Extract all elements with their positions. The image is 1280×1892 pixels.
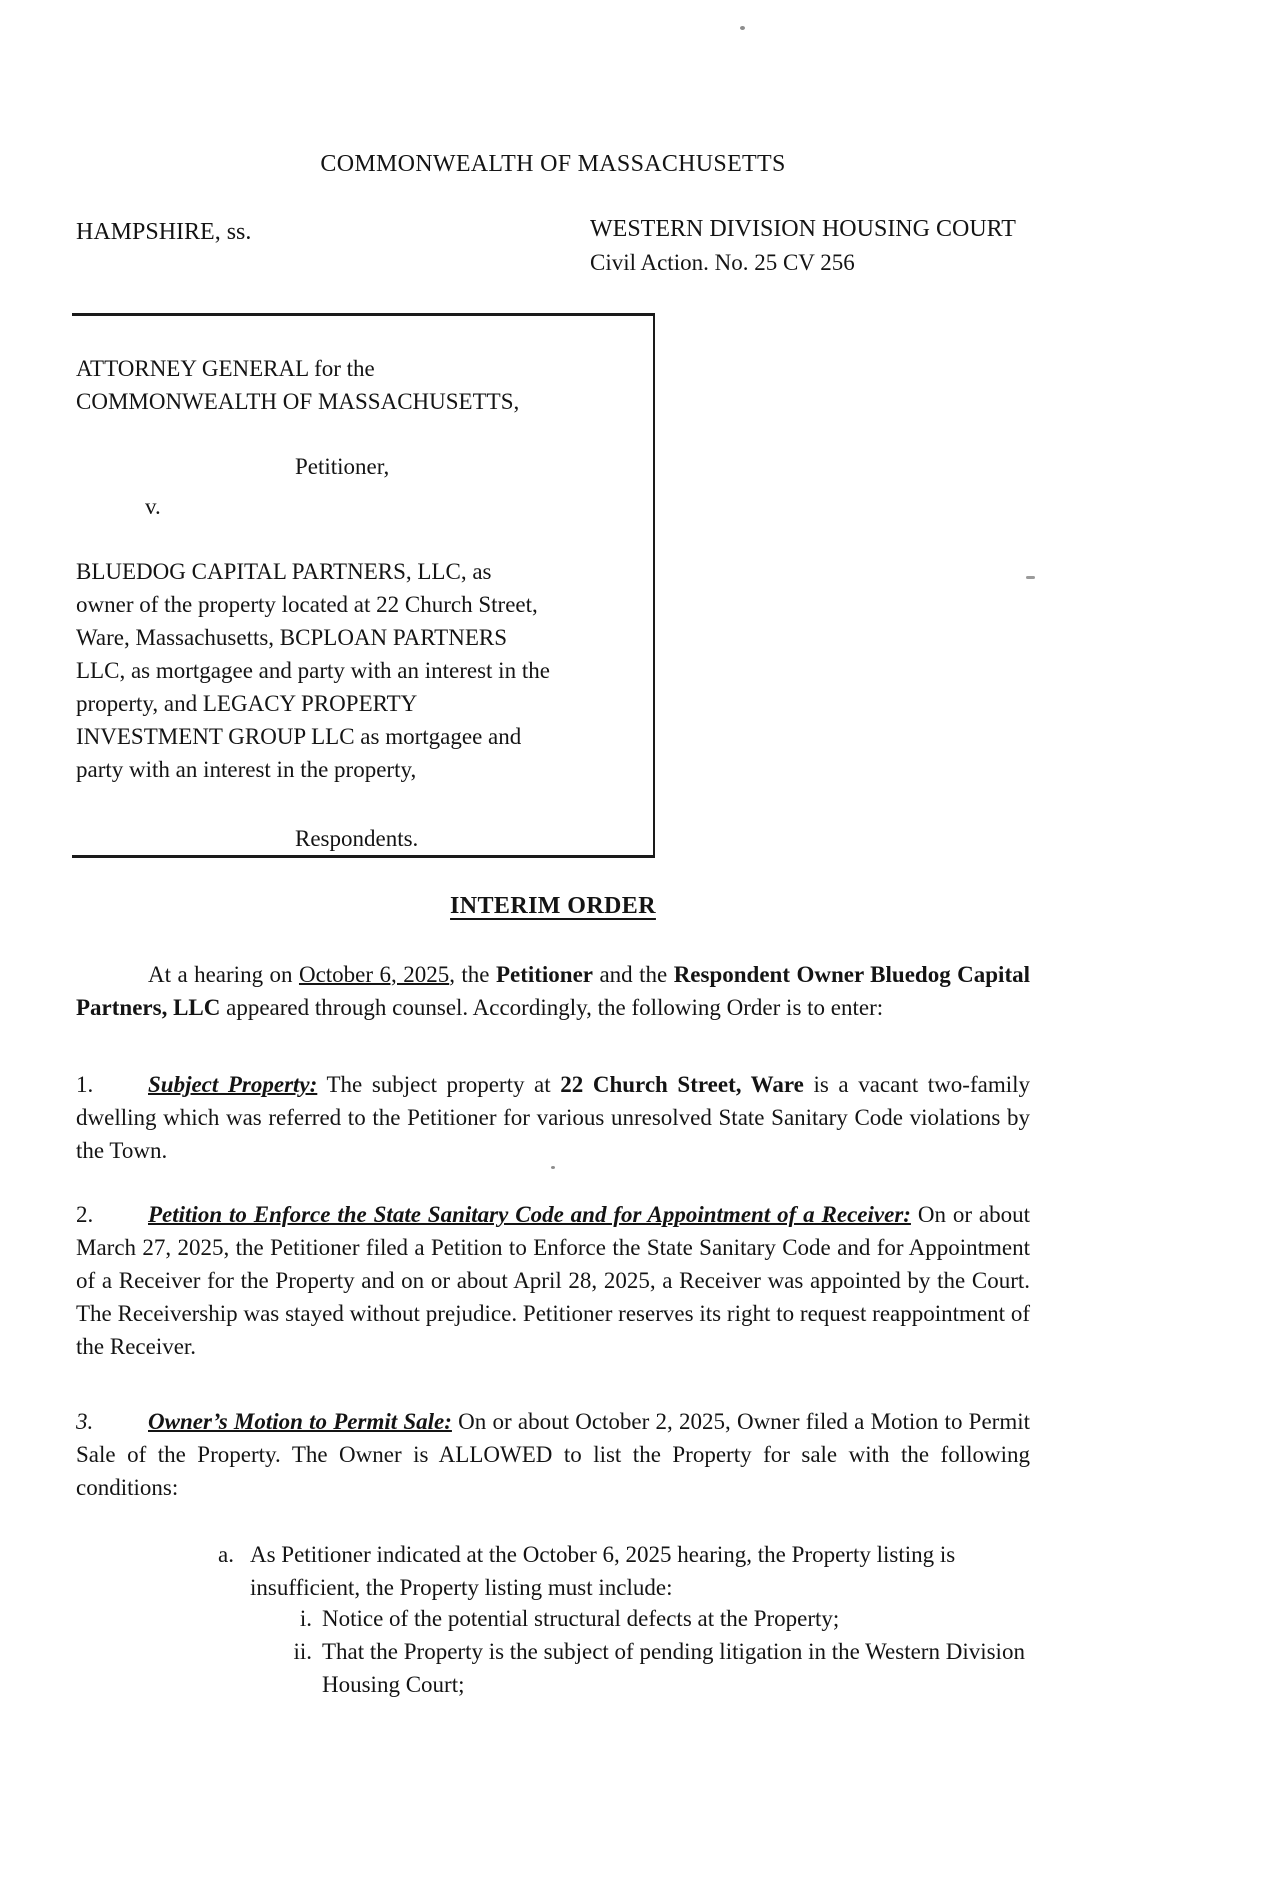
condition-i-marker: i. — [299, 1606, 312, 1631]
court-header-block — [590, 212, 1016, 280]
paragraph-1-text: Subject Property: The subject property at 22 Church Street, Ware is a vacant two-family dwelling which was referred to the Petitioner for various unresolved State Sanitary Code violations by the Town. — [76, 1072, 1031, 1163]
condition-a-text: As Petitioner indicated at the October 6, 2025 hearing, the Property listing is insufficient, the Property listing must include: — [250, 1542, 956, 1600]
paragraph-3-number: 3. — [76, 1409, 94, 1434]
commonwealth-heading: COMMONWEALTH OF MASSACHUSETTS — [320, 151, 786, 177]
docket-number: Civil Action. No. 25 CV 256 — [590, 250, 855, 275]
respondent-line: Ware, Massachusetts, BCPLOAN PARTNERS — [76, 625, 508, 650]
paragraph-2-text: Petition to Enforce the State Sanitary Code and for Appointment of a Receiver: On or about March 27, 2025, the Petitioner filed a Petition to Enforce the State Sanitary Code and for Appointment of a Receiver for the Property and on or about April 28, 2025, a Receiver was appointed by the Court. The Receivership was stayed without prejudice. Petitioner reserves its right to request reappointment of the Receiver. — [76, 1202, 1030, 1359]
respondents-description — [76, 555, 645, 786]
condition-ii-text: That the Property is the subject of pending litigation in the Western Division Housing Court; — [322, 1639, 1025, 1697]
respondent-line: LLC, as mortgagee and party with an interest in the — [76, 658, 550, 683]
condition-ii-marker: ii. — [293, 1639, 312, 1664]
respondent-line: party with an interest in the property, — [76, 757, 417, 782]
condition-i-text: Notice of the potential structural defects at the Property; — [322, 1606, 840, 1631]
respondent-line: INVESTMENT GROUP LLC as mortgagee and — [76, 724, 522, 749]
petitioner-name-line: ATTORNEY GENERAL for the — [76, 356, 375, 381]
paragraph-2-number: 2. — [76, 1202, 94, 1227]
paragraph-2 — [76, 1198, 1030, 1363]
paragraph-3 — [76, 1405, 1030, 1504]
order-title-text: INTERIM ORDER — [450, 893, 656, 919]
versus-label: v. — [145, 494, 161, 519]
court-name: WESTERN DIVISION HOUSING COURT — [590, 216, 1016, 242]
respondent-line: property, and LEGACY PROPERTY — [76, 691, 418, 716]
scan-speck — [740, 26, 745, 30]
condition-ii — [293, 1635, 1028, 1701]
case-caption-box — [72, 313, 655, 858]
condition-a — [218, 1538, 1030, 1604]
paragraph-1-number: 1. — [76, 1072, 94, 1097]
respondent-line: BLUEDOG CAPITAL PARTNERS, LLC, as — [76, 559, 492, 584]
county-label: HAMPSHIRE, ss. — [76, 219, 252, 245]
petitioner-role-label: Petitioner, — [295, 454, 390, 479]
petitioner-name-line: COMMONWEALTH OF MASSACHUSETTS, — [76, 389, 520, 414]
scan-speck — [1026, 576, 1035, 579]
paragraph-1 — [76, 1068, 1030, 1167]
order-title — [76, 890, 1030, 923]
respondent-line: owner of the property located at 22 Church Street, — [76, 592, 538, 617]
respondents-role-label: Respondents. — [295, 826, 419, 851]
condition-i — [299, 1602, 1028, 1635]
condition-a-marker: a. — [218, 1542, 234, 1567]
intro-paragraph: At a hearing on October 6, 2025, the Petitioner and the Respondent Owner Bluedog Capital Partners, LLC appeared through counsel. Accordingly, the following Order is to enter: — [76, 962, 1030, 1020]
paragraph-3-text: Owner’s Motion to Permit Sale: On or about October 2, 2025, Owner filed a Motion to Permit Sale of the Property. The Owner is ALLOWED to list the Property for sale with the following conditions: — [76, 1409, 1031, 1500]
